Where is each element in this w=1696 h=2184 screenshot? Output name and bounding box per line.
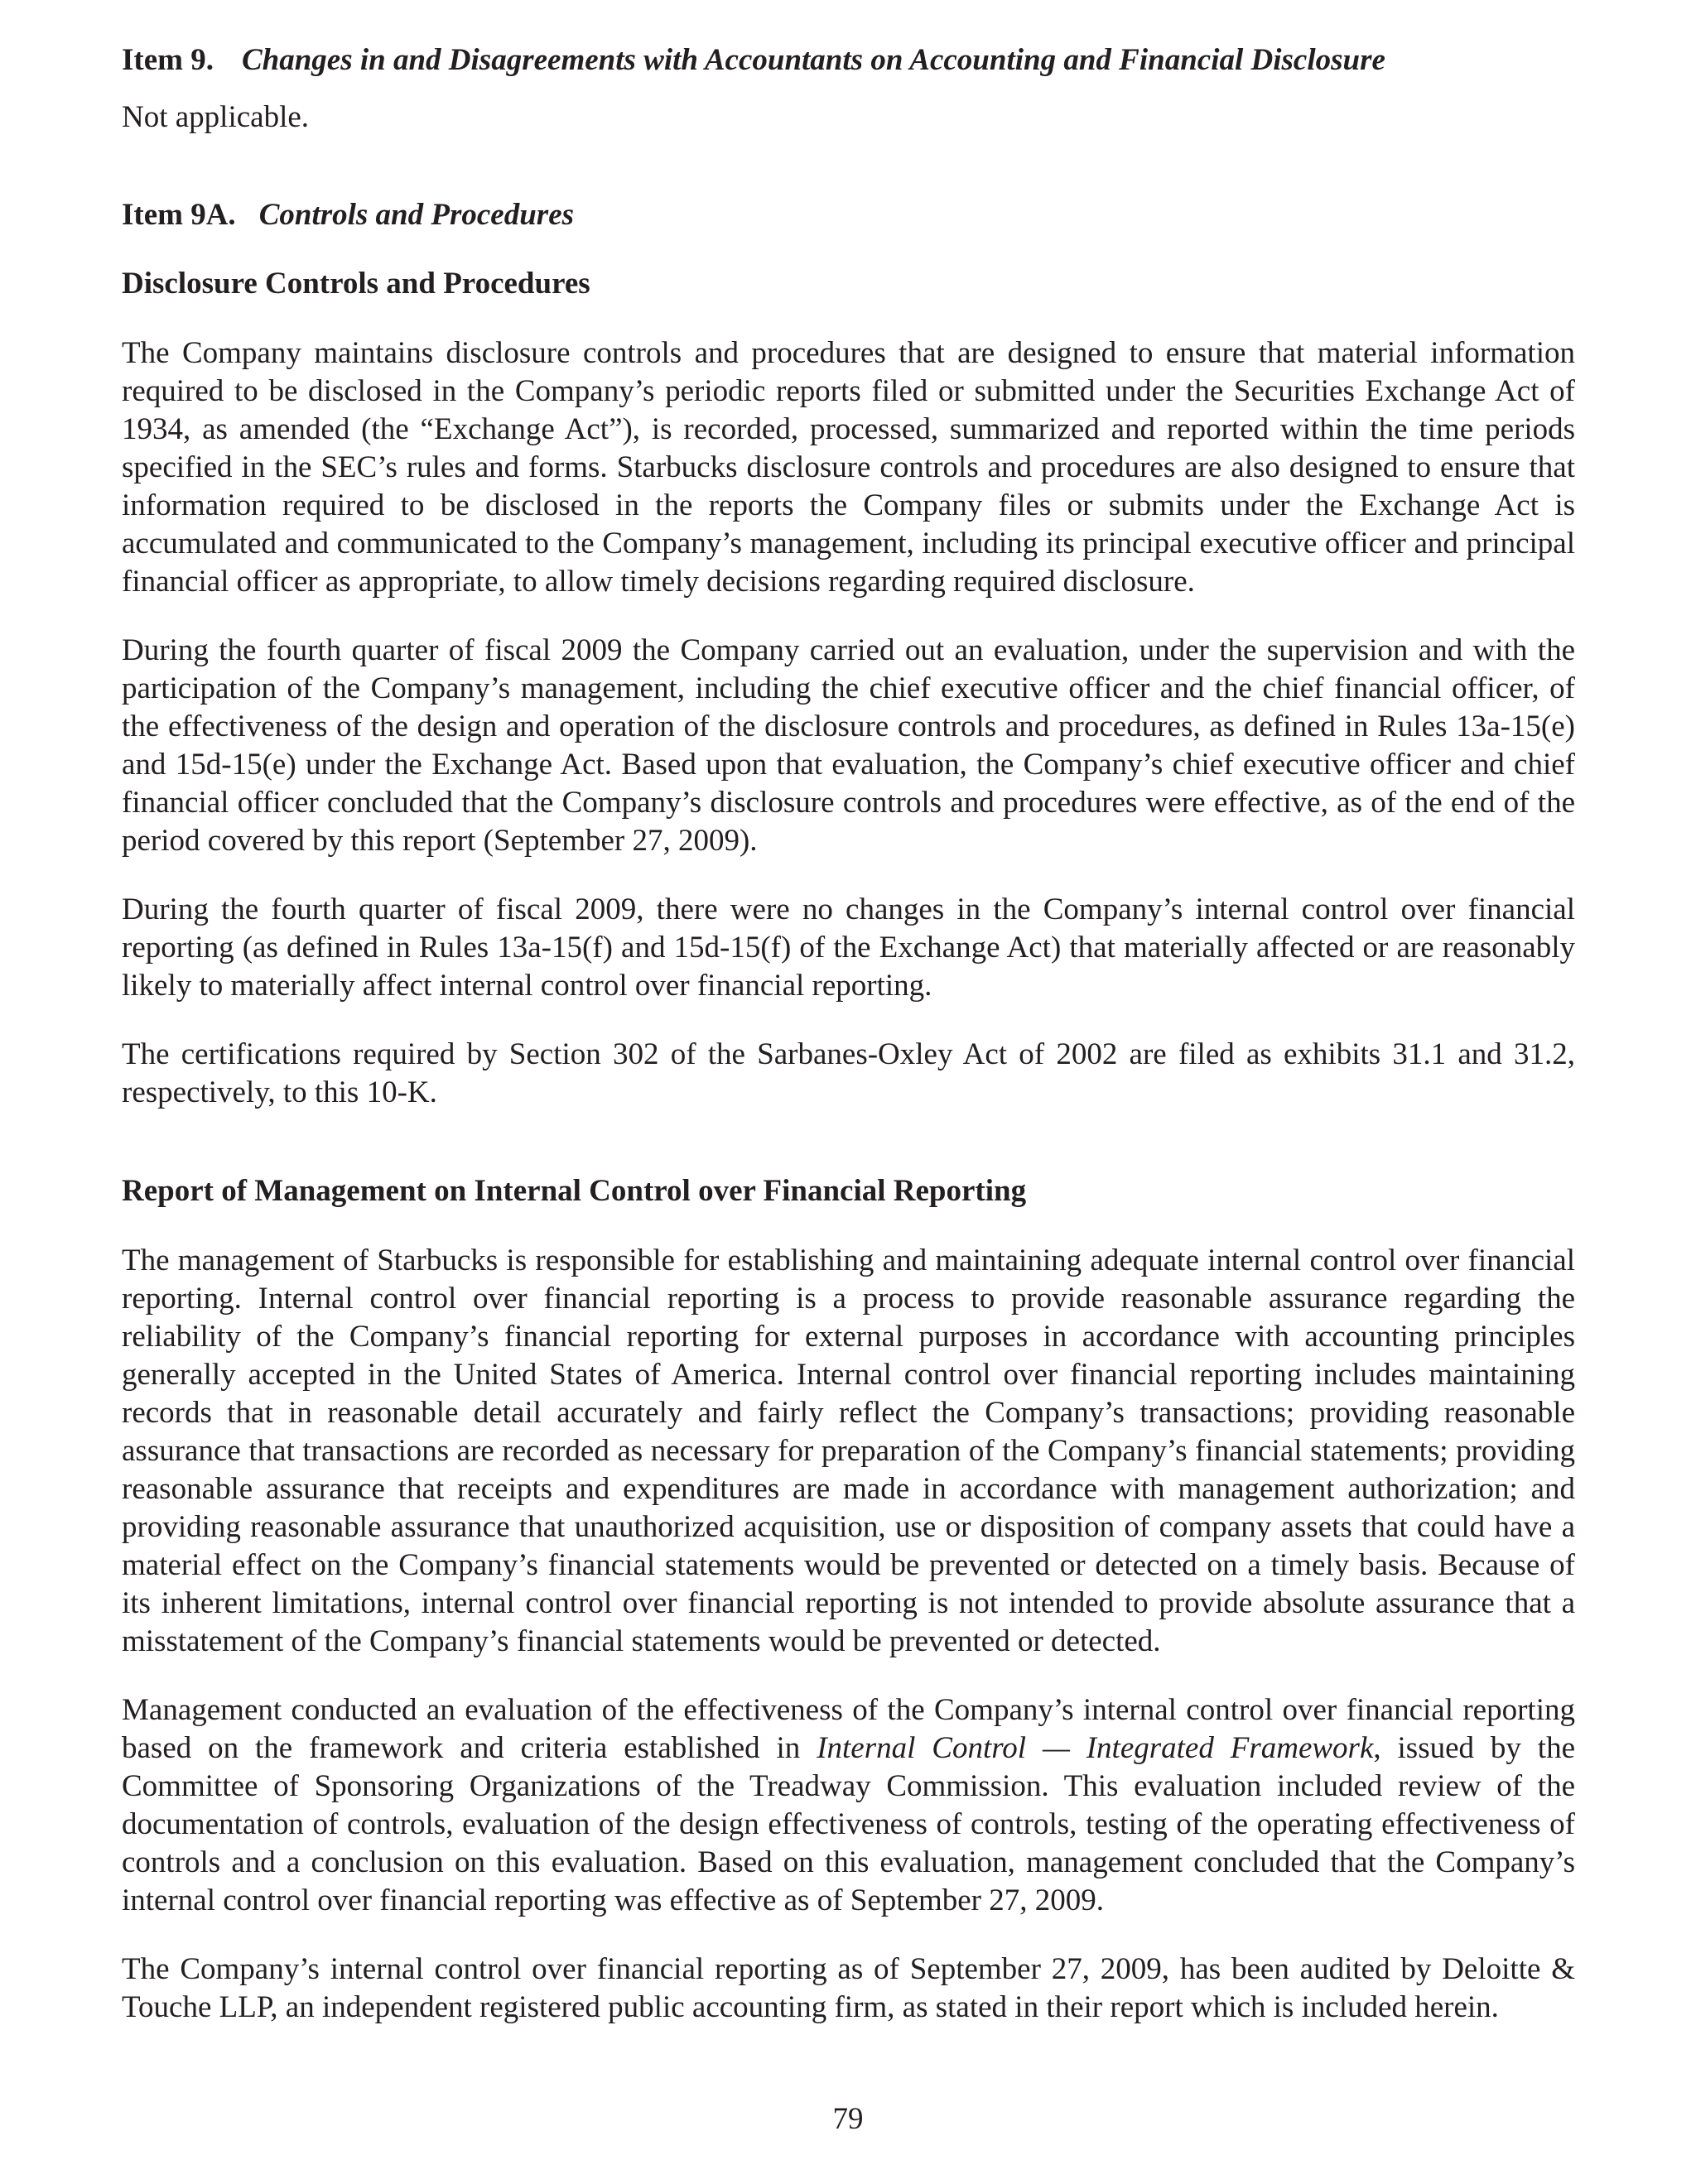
management-report-heading: Report of Management on Internal Control over Financial Reporting [122,1174,1027,1208]
document-page [122,41,1575,2027]
page-number: 79 [832,2102,864,2136]
item-9a-title: Controls and Procedures [258,198,575,232]
management-paragraph-3: The Company’s internal control over financial reporting as of September 27, 2009, has been audited by Deloitte & Touche LLP, an independent registered public accounting firm, as stated in their report which is included herein. [122,1952,1575,2024]
disclosure-paragraph-1: The Company maintains disclosure controls and procedures that are designed to ensure that material information required to be disclosed in the Company’s periodic reports filed or submitted under the Securities Exchange Act of 1934, as amended (the “Exchange Act”), is recorded, processed, summarized and reported within the time periods specified in the SEC’s rules and forms. Starbucks disclosure controls and procedures are also designed to ensure that information required to be disclosed in the reports the Company files or submits under the Exchange Act is accumulated and communicated to the Company’s management, including its principal executive officer and principal financial officer as appropriate, to allow timely decisions regarding required disclosure. [122,336,1575,599]
item-9-number: Item 9. [122,43,214,77]
disclosure-paragraph-4: The certifications required by Section 302 of the Sarbanes-Oxley Act of 2002 are filed as exhibits 31.1 and 31.2, respectively, to this 10-K. [122,1037,1575,1109]
item-9a-number: Item 9A. [122,198,236,232]
item-9-title: Changes in and Disagreements with Accountants on Accounting and Financial Disclosure [241,43,1385,77]
item-9-heading [122,41,1575,79]
management-paragraph-1: The management of Starbucks is responsible for establishing and maintaining adequate internal control over financial reporting. Internal control over financial reporting is a process to provide reasonable assurance regarding the reliability of the Company’s financial reporting for external purposes in accordance with accounting principles generally accepted in the United States of America. Internal control over financial reporting includes maintaining records that in reasonable detail accurately and fairly reflect the Company’s transactions; providing reasonable assurance that transactions are recorded as necessary for preparation of the Company’s financial statements; providing reasonable assurance that receipts and expenditures are made in accordance with management authorization; and providing reasonable assurance that unauthorized acquisition, use or disposition of company assets that could have a material effect on the Company’s financial statements would be prevented or detected on a timely basis. Because of its inherent limitations, internal control over financial reporting is not intended to provide absolute assurance that a misstatement of the Company’s financial statements would be prevented or detected. [122,1244,1575,1658]
disclosure-paragraph-3: During the fourth quarter of fiscal 2009, there were no changes in the Company’s internal control over financial reporting (as defined in Rules 13a-15(f) and 15d-15(f) of the Exchange Act) that materially affected or are reasonably likely to materially affect internal control over financial reporting. [122,892,1575,1003]
disclosure-paragraph-2: During the fourth quarter of fiscal 2009 the Company carried out an evaluation, under the supervision and with the participation of the Company’s management, including the chief executive officer and the chief financial officer, of the effectiveness of the design and operation of the disclosure controls and procedures, as defined in Rules 13a-15(e) and 15d-15(e) under the Exchange Act. Based upon that evaluation, the Company’s chief executive officer and chief financial officer concluded that the Company’s disclosure controls and procedures were effective, as of the end of the period covered by this report (September 27, 2009). [122,633,1575,858]
item-9-body: Not applicable. [122,100,310,134]
management-paragraph-2-start: Management conducted an evaluation of the effectiveness of the Company’s internal control over financial reporting based on the framework and criteria established in [122,1693,1575,1765]
disclosure-controls-heading: Disclosure Controls and Procedures [122,267,590,301]
management-paragraph-2 [122,1691,1575,1920]
framework-title: Internal Control — Integrated Framework [817,1731,1374,1765]
item-9a-heading [122,196,1575,234]
management-paragraph-2-end: , issued by the Committee of Sponsoring Organizations of the Treadway Commission. This evaluation included review of the documentation of controls, evaluation of the design effectiveness of controls, testing of the operating effectiveness of controls and a conclusion on this evaluation. Based on this evaluation, management concluded that the Company’s internal control over financial reporting was effective as of September 27, 2009. [122,1731,1575,1917]
